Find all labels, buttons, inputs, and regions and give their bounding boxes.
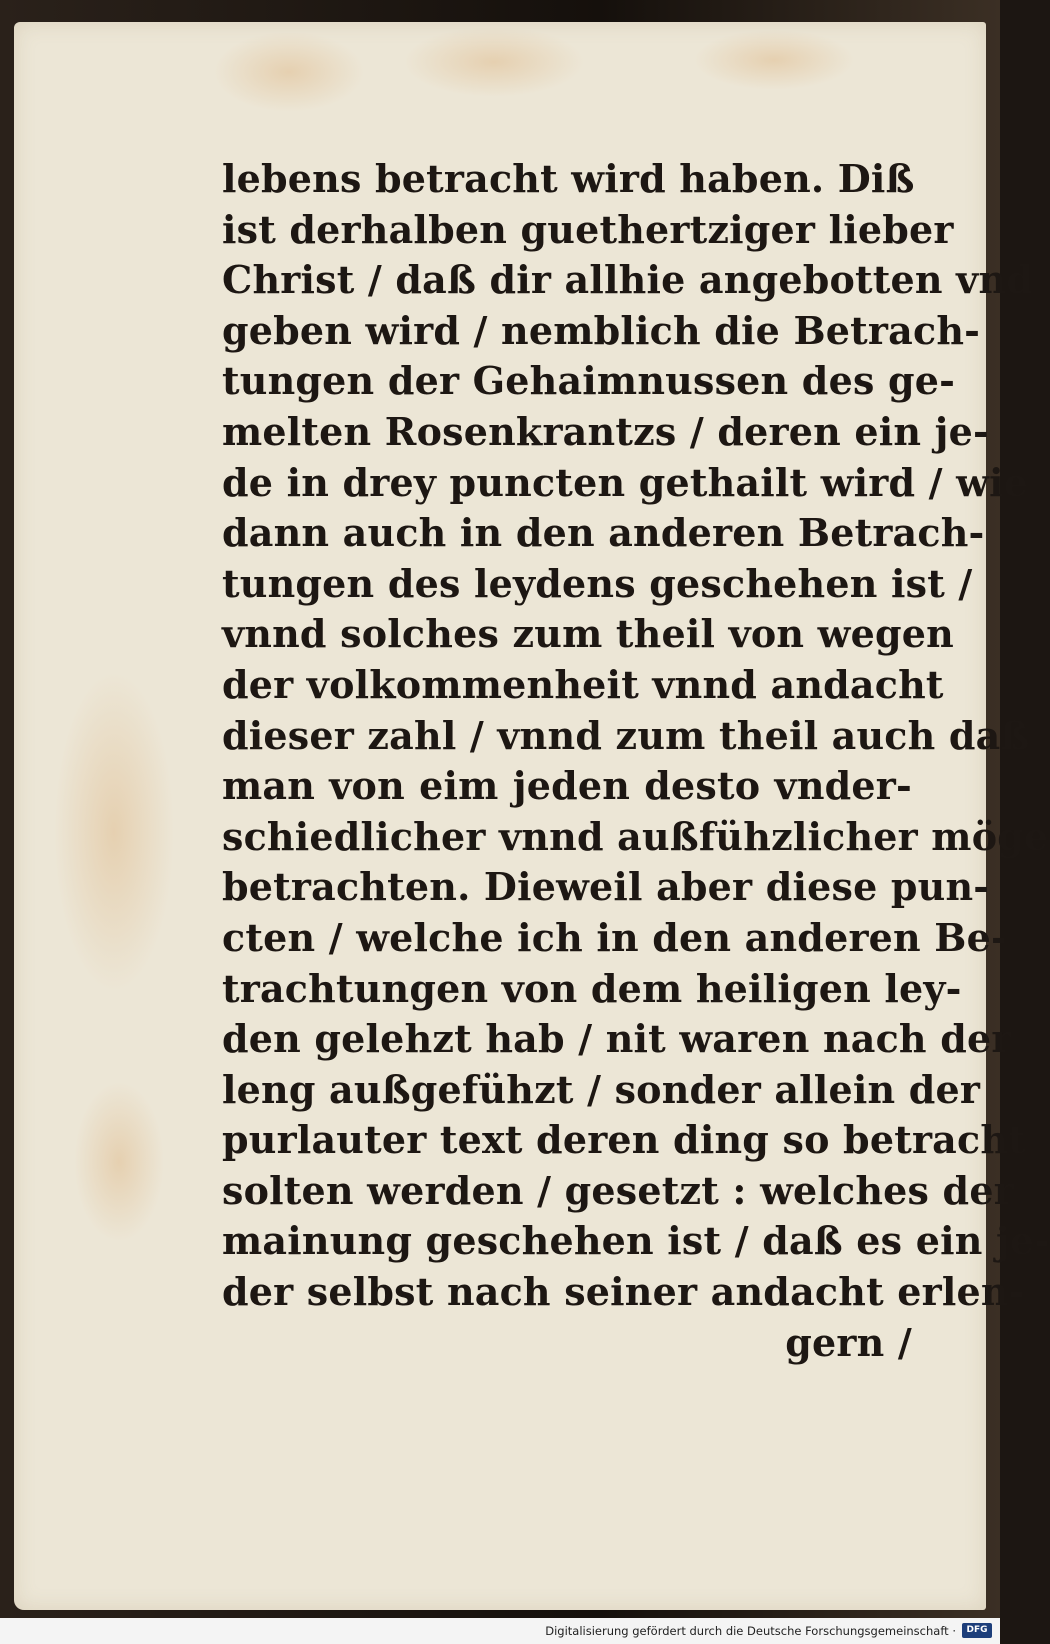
- text-line: cten / welche ich in den anderen Be-: [222, 914, 1007, 960]
- foxing-stain: [74, 1082, 164, 1242]
- text-line: solten werden / gesetzt : welches der: [222, 1167, 1014, 1213]
- text-line: tungen der Gehaimnussen des ge-: [222, 358, 956, 404]
- foxing-stain: [54, 672, 174, 992]
- catchword: gern /: [785, 1319, 912, 1365]
- text-line: de in drey puncten gethailt wird / wie: [222, 459, 1029, 505]
- text-line: leng außgefühzt / sonder allein der: [222, 1066, 981, 1112]
- text-line: Christ / daß dir allhie angebotten vnd: [222, 257, 1034, 303]
- text-line: lebens betracht wird haben. Diß: [222, 156, 915, 201]
- text-line: betrachten. Dieweil aber diese pun-: [222, 864, 990, 910]
- text-line: dieser zahl / vnnd zum theil auch daß: [222, 712, 1030, 758]
- text-line: geben wird / nemblich die Betrach-: [222, 307, 981, 353]
- foxing-stain: [214, 32, 364, 112]
- text-line: ist derhalben guethertziger lieber: [222, 206, 954, 252]
- text-line: trachtungen von dem heiligen ley-: [222, 965, 962, 1011]
- text-line: schiedlicher vnnd außfühzlicher möge: [222, 813, 1049, 859]
- text-line: melten Rosenkrantzs / deren ein je-: [222, 408, 989, 454]
- text-line: der volkommenheit vnnd andacht: [222, 661, 944, 707]
- text-line: den gelehzt hab / nit waren nach der: [222, 1016, 1012, 1062]
- footer-credit-text: Digitalisierung gefördert durch die Deutsche Forschungsgemeinschaft ·: [545, 1624, 956, 1638]
- book-page: [14, 22, 1050, 1610]
- footer-bar: [0, 1618, 1000, 1644]
- foxing-stain: [404, 27, 584, 97]
- text-line: der selbst nach seiner andacht erlen-: [222, 1269, 1025, 1315]
- text-line: man von eim jeden desto vnder-: [222, 763, 912, 809]
- text-line: vnnd solches zum theil von wegen: [222, 611, 954, 657]
- dfg-logo-icon: DFG: [962, 1623, 992, 1638]
- text-line: purlauter text deren ding so betracht: [222, 1117, 1026, 1163]
- page-text: [222, 154, 1050, 1368]
- text-line: dann auch in den anderen Betrach-: [222, 510, 985, 556]
- text-line: tungen des leydens geschehen ist /: [222, 560, 973, 606]
- foxing-stain: [694, 30, 854, 90]
- text-line: mainung geschehen ist / daß es ein je-: [222, 1218, 1050, 1264]
